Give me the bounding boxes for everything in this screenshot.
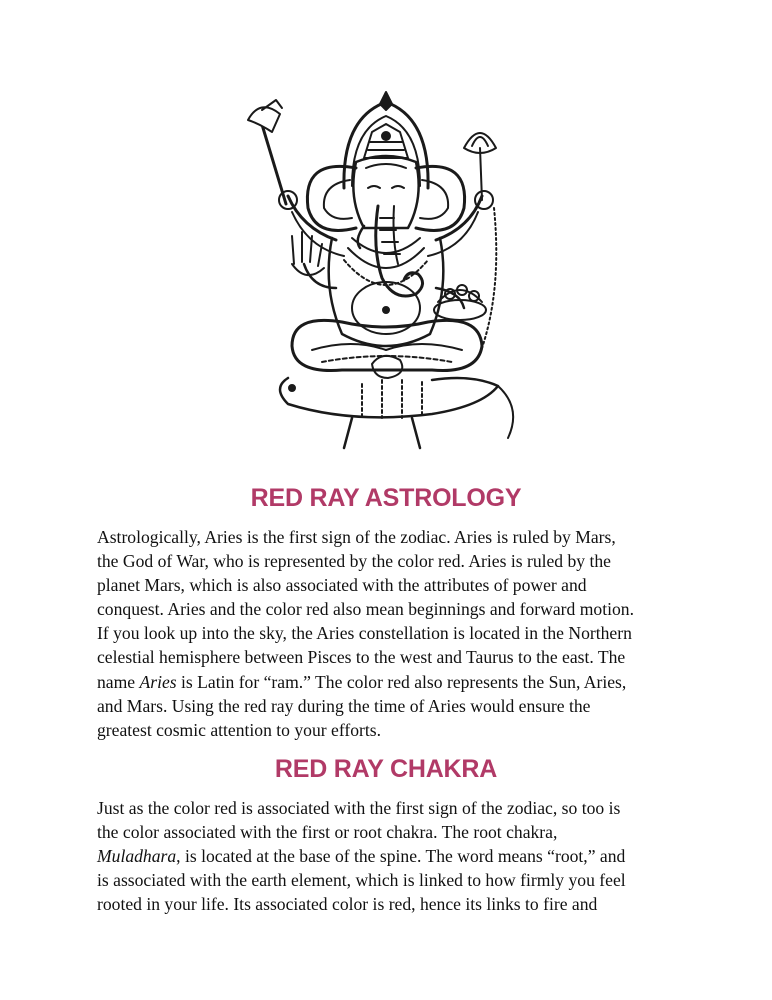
astrology-paragraph bbox=[97, 525, 697, 742]
paragraph-line bbox=[97, 573, 697, 597]
paragraph-line bbox=[97, 820, 697, 844]
italic-term: Muladhara bbox=[97, 846, 177, 867]
paragraph-line bbox=[97, 718, 697, 742]
paragraph-line bbox=[97, 549, 697, 573]
text-segment: celestial hemisphere between Pisces to the west and Taurus to the east. The bbox=[97, 647, 626, 668]
text-segment: the God of War, who is represented by the color red. Aries is ruled by the bbox=[97, 551, 611, 572]
text-segment: rooted in your life. Its associated color is red, hence its links to fire and bbox=[97, 894, 598, 915]
paragraph-line bbox=[97, 694, 697, 718]
paragraph-line bbox=[97, 868, 697, 892]
text-segment: , is located at the base of the spine. The word means “root,” and bbox=[176, 846, 626, 867]
paragraph-line bbox=[97, 892, 697, 916]
section-heading-astrology: RED RAY ASTROLOGY bbox=[250, 484, 522, 512]
chakra-paragraph bbox=[97, 796, 697, 916]
text-segment: is Latin for “ram.” The color red also represents the Sun, Aries, bbox=[176, 671, 627, 692]
ganesha-illustration bbox=[232, 88, 540, 458]
text-segment: conquest. Aries and the color red also mean beginnings and forward motion. bbox=[97, 599, 634, 620]
paragraph-line bbox=[97, 796, 697, 820]
text-segment: name bbox=[97, 671, 140, 692]
paragraph-line bbox=[97, 525, 697, 549]
paragraph-line bbox=[97, 597, 697, 621]
text-segment: Just as the color red is associated with the first sign of the zodiac, so too is bbox=[97, 798, 621, 818]
text-segment: greatest cosmic attention to your efforts. bbox=[97, 719, 382, 740]
text-segment: and Mars. Using the red ray during the time of Aries would ensure the bbox=[97, 695, 591, 716]
paragraph-line bbox=[97, 645, 697, 669]
paragraph-line bbox=[97, 670, 697, 694]
italic-term: Aries bbox=[139, 671, 177, 692]
text-segment: is associated with the earth element, which is linked to how firmly you feel bbox=[97, 870, 626, 891]
paragraph-line bbox=[97, 844, 697, 868]
section-heading-chakra: RED RAY CHAKRA bbox=[274, 755, 498, 783]
paragraph-line bbox=[97, 621, 697, 645]
text-segment: If you look up into the sky, the Aries constellation is located in the Northern bbox=[97, 623, 632, 644]
text-segment: Astrologically, Aries is the first sign of the zodiac. Aries is ruled by Mars, bbox=[97, 527, 616, 547]
text-segment: planet Mars, which is also associated with the attributes of power and bbox=[97, 575, 587, 596]
text-segment: the color associated with the first or root chakra. The root chakra, bbox=[97, 822, 558, 843]
